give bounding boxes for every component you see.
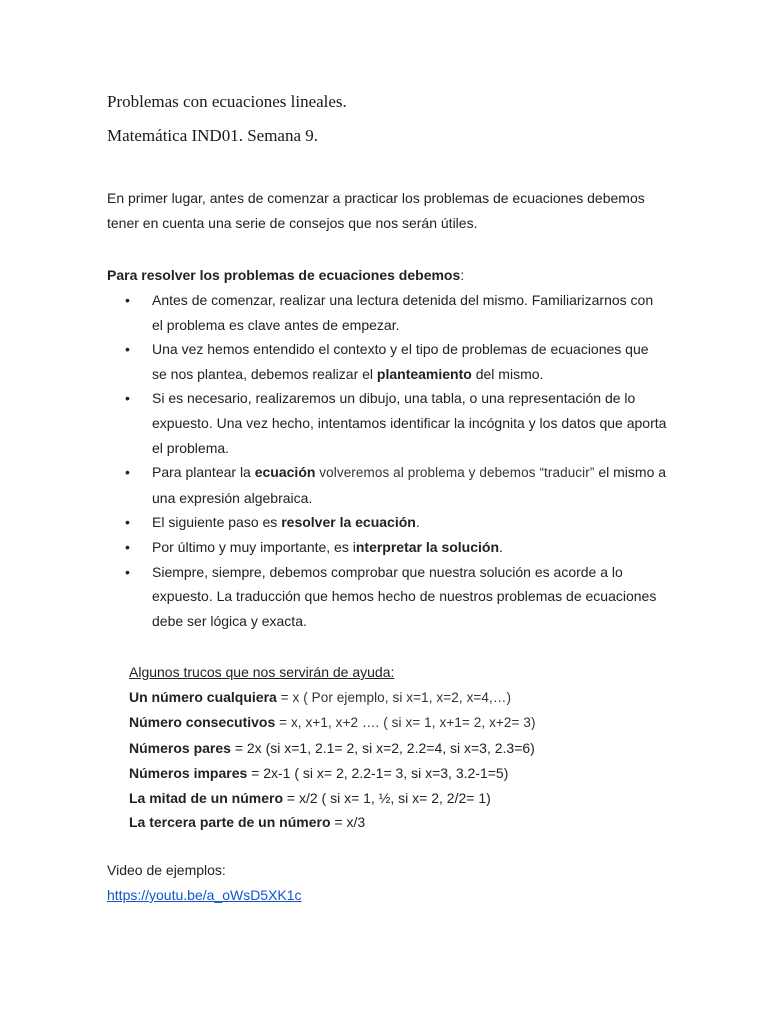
bullet-icon: • (125, 563, 130, 580)
trick-value: = x, x+1, x+2 …. ( si x= 1, x+1= 2, x+2= 3) (275, 715, 536, 731)
list-item (107, 535, 667, 560)
steps-heading-text: Para resolver los problemas de ecuaciones debemos (107, 267, 461, 283)
item-bold: ecuación (254, 464, 316, 481)
list-item (107, 386, 667, 460)
trick-line (129, 710, 689, 736)
item-text: Si es necesario, realizaremos un dibujo, una tabla, o una representación de lo expuesto. Una vez hecho, intentamos identificar la incógnita y los datos que aporta el problema. (152, 390, 667, 456)
trick-label: La tercera parte de un número (129, 814, 331, 831)
item-text: Para plantear la (152, 464, 255, 481)
list-item (107, 460, 667, 510)
trick-line (129, 786, 689, 811)
list-item (107, 288, 667, 337)
trick-line (129, 736, 689, 761)
trick-value: = 2x (si x=1, 2.1= 2, si x=2, 2.2=4, si x=3, 2.3=6) (230, 740, 535, 757)
intro-paragraph: En primer lugar, antes de comenzar a practicar los problemas de ecuaciones debemos tener en cuenta una serie de consejos que nos serán útiles. (107, 190, 645, 231)
item-bold: planteamiento (376, 365, 472, 382)
steps-list (107, 288, 667, 633)
tricks-heading: Algunos trucos que nos servirán de ayuda: (129, 664, 395, 680)
trick-line (129, 685, 689, 711)
document-title: Problemas con ecuaciones lineales. (107, 92, 347, 111)
list-item (107, 510, 667, 535)
list-item (107, 560, 667, 634)
item-text: Por último y muy importante, es i (152, 538, 356, 555)
steps-heading (107, 263, 464, 288)
item-text: el mismo a una expresión algebraica. (152, 464, 667, 506)
item-text: Siempre, siempre, debemos comprobar que nuestra solución es acorde a lo expuesto. La traducción que hemos hecho de nuestros problemas de ecuaciones debe ser lógica y exacta. (152, 563, 657, 629)
trick-value: = x/2 ( si x= 1, ½, si x= 2, 2/2= 1) (283, 789, 491, 806)
trick-value: = 2x-1 ( si x= 2, 2.2-1= 3, si x=3, 3.2-1=5) (247, 764, 509, 781)
item-text: . (499, 538, 503, 555)
bullet-icon: • (125, 514, 130, 531)
item-text: Antes de comenzar, realizar una lectura detenida del mismo. Familiarizarnos con el problema es clave antes de empezar. (152, 292, 654, 333)
trick-line (129, 810, 689, 835)
video-label: Video de ejemplos: (107, 862, 226, 878)
bullet-icon: • (125, 538, 130, 555)
trick-label: La mitad de un número (129, 789, 284, 806)
bullet-icon: • (125, 464, 130, 481)
trick-label: Números pares (129, 740, 231, 757)
item-text: volveremos al problema y debemos “traducir” (315, 465, 595, 481)
trick-value: = x/3 (330, 814, 366, 831)
item-bold: resolver la ecuación (281, 514, 416, 531)
trick-line (129, 761, 689, 786)
bullet-icon: • (125, 341, 130, 358)
trick-value: = x ( Por ejemplo, si x=1, x=2, x=4,…) (276, 689, 512, 705)
trick-label: Un número cualquiera (129, 688, 277, 705)
document-subtitle: Matemática IND01. Semana 9. (107, 126, 319, 145)
list-item (107, 337, 667, 386)
item-text: El siguiente paso es (152, 514, 282, 531)
item-text: . (415, 514, 420, 531)
trick-label: Número consecutivos (129, 714, 276, 731)
item-text: del mismo. (471, 365, 544, 382)
video-link[interactable]: https://youtu.be/a_oWsD5XK1c (107, 887, 302, 903)
bullet-icon: • (125, 292, 130, 308)
bullet-icon: • (125, 390, 130, 407)
tricks-section (129, 660, 689, 835)
steps-heading-colon: : (460, 267, 465, 283)
trick-label: Números impares (129, 764, 248, 781)
item-text: Una vez hemos entendido el contexto y el tipo de problemas de ecuaciones que se nos plantea, debemos realizar el (152, 341, 649, 382)
item-bold: nterpretar la solución (355, 538, 500, 555)
